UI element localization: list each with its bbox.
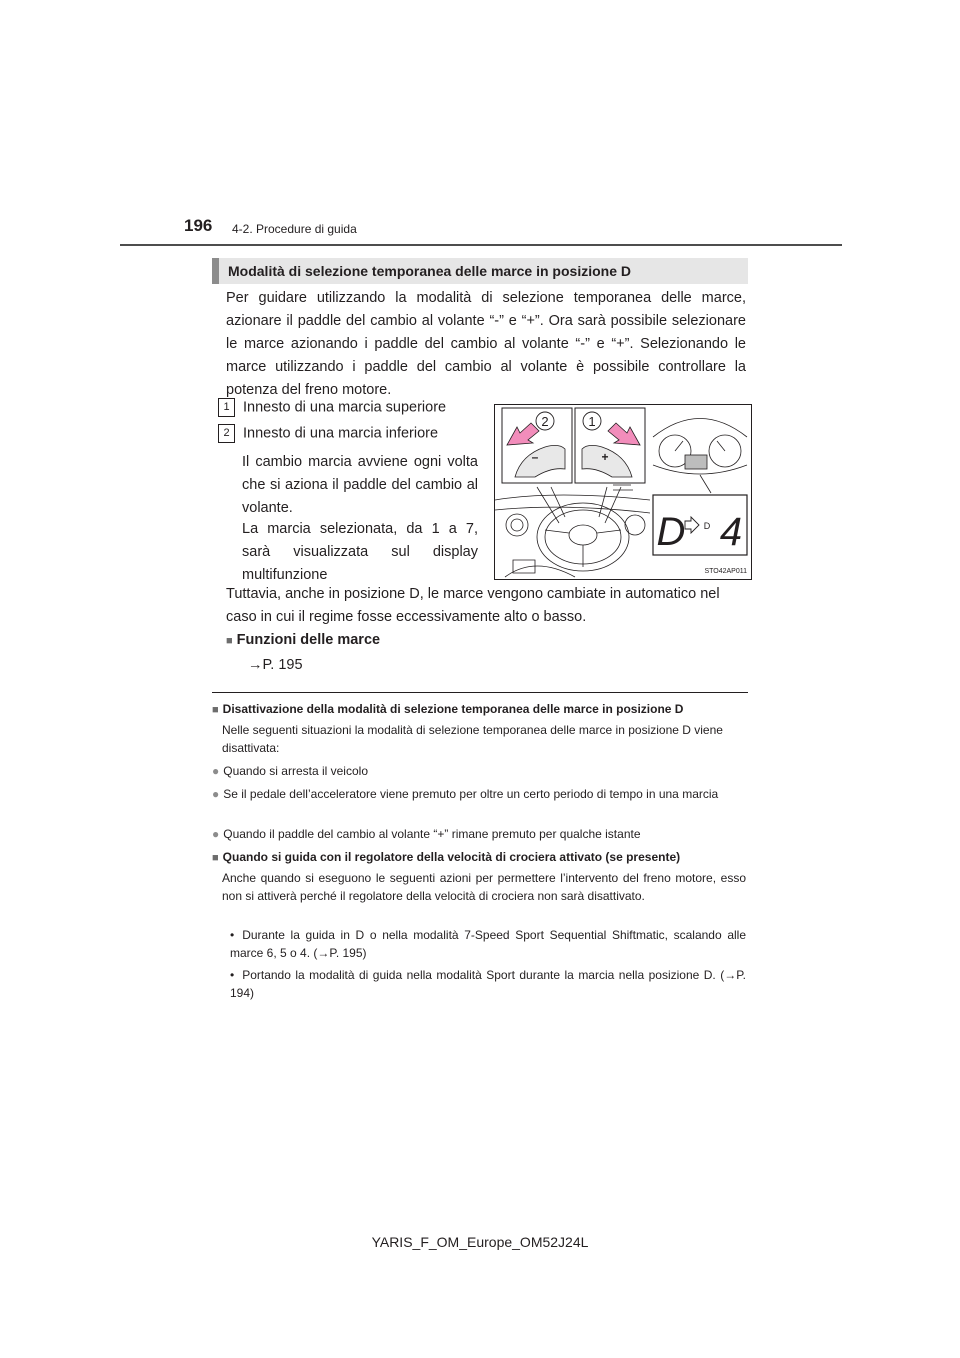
document-footer: YARIS_F_OM_Europe_OM52J24L: [371, 1234, 589, 1250]
note-1-bullet-3: [212, 825, 748, 843]
illustration-svg: [495, 405, 751, 579]
note-2-item-1: [230, 926, 746, 962]
note-1-bullet-2-text: Se il pedale dell’acceleratore viene premuto per oltre un certo periodo di tempo in una marcia: [223, 787, 719, 801]
note-2-title-text: Quando si guida con il regolatore della velocità di crociera attivato (se presente): [222, 850, 681, 864]
section-heading-text: Modalità di selezione temporanea delle marce in posizione D: [228, 263, 631, 279]
note-2-text: Anche quando si eseguono le seguenti azioni per permettere l’intervento del freno motore, esso non si attiverà perché il regolatore della velocità di crociera non sarà disattivato.: [222, 871, 746, 903]
minus-label: –: [531, 450, 539, 464]
notes-divider: [212, 692, 748, 693]
note-1-bullet-1: [212, 762, 748, 780]
dot-bullet-icon: •: [230, 928, 235, 942]
illustration-code: STO42AP011: [704, 568, 747, 575]
gear-d-small: D: [703, 521, 711, 531]
note-2-item-1-text: Durante la guida in D o nella modalità 7-Speed Sport Sequential Shiftmatic, scalando alle marce 6, 5 o 4. (→P. 195): [230, 928, 746, 960]
functions-heading: [226, 632, 380, 648]
note-1-bullet-3-text: Quando il paddle del cambio al volante “+” rimane premuto per qualche istante: [223, 827, 641, 841]
note-1-bullet-2: [212, 785, 748, 803]
callout-text-2: Innesto di una marcia inferiore: [243, 425, 439, 442]
display-paragraph: La marcia selezionata, da 1 a 7, sarà visualizzata sul display multifunzione: [242, 521, 478, 583]
functions-heading-text: Funzioni delle marce: [236, 632, 381, 648]
gear-d-left: D: [656, 510, 686, 554]
dot-bullet-icon: •: [230, 968, 235, 982]
note-2-item-2-text: Portando la modalità di guida nella modalità Sport durante la marcia nella posizione D. (→P. 194): [230, 968, 746, 1000]
callout-text-1: Innesto di una marcia superiore: [243, 399, 447, 416]
paddle-shift-illustration: [494, 404, 752, 580]
multi-info-display: [685, 455, 707, 469]
note-1-title: [212, 700, 752, 719]
section-heading: [212, 258, 748, 284]
square-bullet-icon: ■: [226, 635, 233, 647]
callout-downshift: [218, 424, 438, 444]
callout-number-2: 2: [218, 424, 235, 443]
callout-upshift: [218, 398, 446, 418]
plus-label: +: [601, 450, 609, 464]
round-bullet-icon: ●: [212, 827, 220, 841]
note-1-text: Nelle seguenti situazioni la modalità di selezione temporanea delle marce in posizione D viene disattivata:: [222, 723, 723, 755]
note-2-title: [212, 848, 752, 867]
note-1-bullet-1-text: Quando si arresta il veicolo: [223, 764, 368, 778]
round-bullet-icon: ●: [212, 764, 220, 778]
callout-number-1: 1: [218, 398, 235, 417]
note-1-title-text: Disattivazione della modalità di selezione temporanea delle marce in posizione D: [222, 702, 684, 716]
gear-number: 4: [719, 510, 743, 554]
note-2-item-2: [230, 966, 746, 1002]
round-bullet-icon: ●: [212, 787, 220, 801]
page-number: 196: [184, 216, 213, 235]
illus-label-1: 1: [588, 414, 596, 429]
square-bullet-icon: ■: [212, 852, 219, 864]
header-divider: [120, 244, 842, 246]
auto-shift-paragraph: Tuttavia, anche in posizione D, le marce vengono cambiate in automatico nel caso in cui il regime fosse eccessivamente alto o basso.: [226, 586, 720, 625]
functions-page-ref[interactable]: →P. 195: [248, 657, 303, 673]
square-bullet-icon: ■: [212, 704, 219, 716]
illus-label-2: 2: [541, 414, 549, 429]
section-label: 4-2. Procedure di guida: [232, 222, 357, 236]
intro-paragraph: Per guidare utilizzando la modalità di selezione temporanea delle marce, azionare il paddle del cambio al volante “-” e “+”. Ora sarà possibile selezionare le marce azionando i paddle del cambio al volante “-” e “+”. Selezionando le marce utilizzando i paddle del cambio al volante è possibile controllare la potenza del freno motore.: [226, 290, 746, 398]
section-heading-bar: [212, 258, 219, 284]
shift-paragraph: Il cambio marcia avviene ogni volta che si aziona il paddle del cambio al volante.: [242, 454, 478, 516]
